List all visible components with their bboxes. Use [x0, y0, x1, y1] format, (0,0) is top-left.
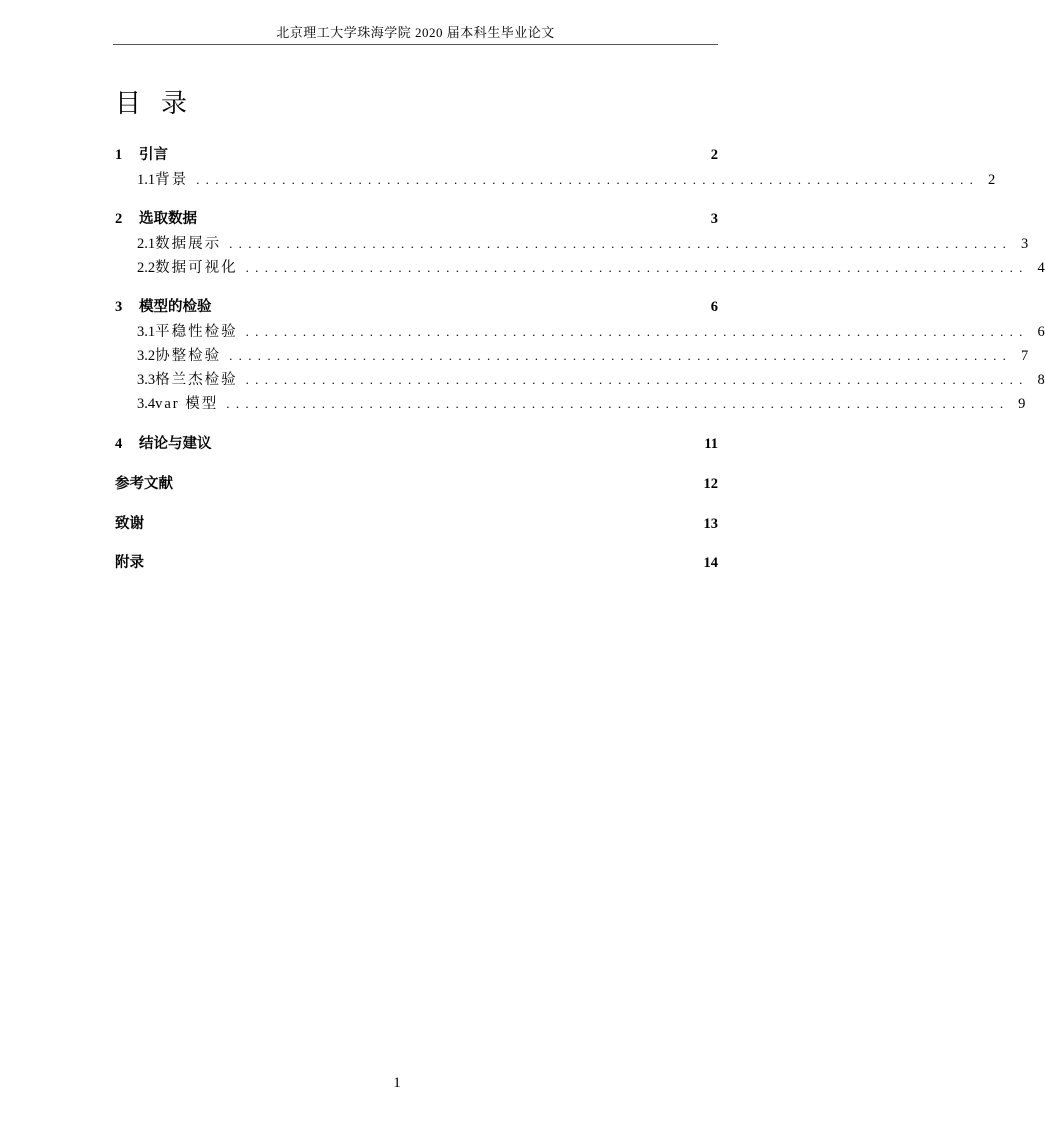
toc-section-3-1[interactable] [115, 320, 1045, 342]
toc-section-2-1[interactable] [115, 232, 1029, 254]
section-number: 2.2 [137, 260, 156, 276]
toc-chapter-4[interactable] [115, 432, 718, 454]
dot-leader: .................................................................................. [245, 372, 1029, 387]
section-number: 1.1 [137, 172, 156, 188]
footer-page-number: 1 [393, 1075, 401, 1091]
dot-leader: .................................................................................. [245, 324, 1029, 339]
toc-appendix[interactable] [115, 551, 718, 573]
running-header: 北京理工大学珠海学院 2020 届本科生毕业论文 [276, 25, 555, 40]
dot-leader: .................................................................................. [229, 236, 1013, 251]
section-title: 数据可视化 [155, 260, 238, 276]
dot-leader: .................................................................................. [245, 260, 1029, 275]
page-number: 3 [1020, 236, 1029, 252]
page-number: 2 [710, 147, 718, 163]
section-title: 协整检验 [155, 348, 222, 364]
toc-section-2-2[interactable] [115, 256, 1045, 278]
toc-acknowledgements[interactable] [115, 512, 718, 534]
page-number: 9 [1018, 396, 1026, 412]
page-number: 12 [703, 476, 718, 492]
page-number: 6 [710, 299, 718, 315]
page-number: 3 [710, 211, 718, 227]
page-number: 11 [704, 436, 718, 452]
page-number: 14 [703, 555, 718, 571]
toc-section-3-3[interactable] [115, 368, 1045, 390]
chapter-title: 结论与建议 [139, 436, 212, 452]
section-number: 3.2 [137, 348, 156, 364]
chapter-title: 引言 [139, 147, 168, 163]
page-number: 2 [987, 172, 996, 188]
chapter-number: 3 [115, 299, 123, 315]
toc-references[interactable] [115, 472, 718, 494]
section-title: 格兰杰检验 [155, 372, 238, 388]
chapter-title: 参考文献 [115, 476, 173, 492]
toc-section-3-2[interactable] [115, 344, 1029, 366]
dot-leader: .................................................................................. [229, 348, 1013, 363]
section-number: 3.1 [137, 324, 156, 340]
section-title: 背景 [155, 172, 189, 188]
section-title: var 模型 [155, 396, 219, 412]
dot-leader: .................................................................................. [226, 396, 1010, 411]
section-title: 数据展示 [155, 236, 222, 252]
chapter-title: 模型的检验 [139, 299, 212, 315]
page-number: 13 [703, 516, 718, 532]
toc-section-3-4[interactable] [115, 392, 1026, 414]
chapter-title: 附录 [115, 555, 144, 571]
toc-section-1-1[interactable] [115, 168, 996, 190]
section-number: 3.4 [137, 396, 156, 412]
chapter-number: 4 [115, 436, 123, 452]
toc-chapter-2[interactable] [115, 207, 718, 229]
dot-leader: .................................................................................. [196, 172, 980, 187]
chapter-number: 2 [115, 211, 123, 227]
page-number: 7 [1020, 348, 1029, 364]
section-title: 平稳性检验 [155, 324, 238, 340]
chapter-number: 1 [115, 147, 123, 163]
toc-chapter-3[interactable] [115, 295, 718, 317]
page-number: 8 [1037, 372, 1045, 388]
chapter-title: 致谢 [115, 516, 144, 532]
header-rule [113, 44, 718, 45]
toc-chapter-1[interactable] [115, 143, 718, 165]
page-number: 6 [1037, 324, 1045, 340]
section-number: 2.1 [137, 236, 156, 252]
toc-title: 目录 [115, 89, 208, 118]
chapter-title: 选取数据 [139, 211, 197, 227]
section-number: 3.3 [137, 372, 156, 388]
page-number: 4 [1037, 260, 1045, 276]
